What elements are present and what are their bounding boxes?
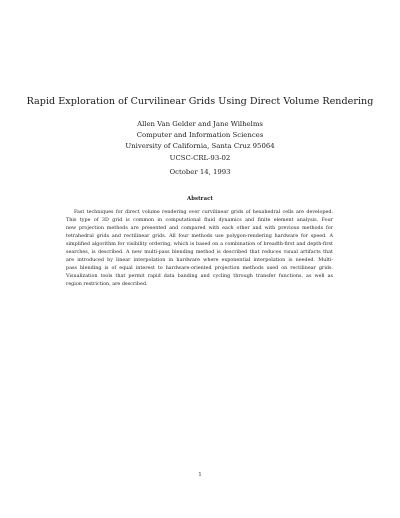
abstract-line: region restriction, are described. — [66, 281, 148, 287]
abstract-body — [66, 208, 333, 288]
abstract-line: pass blending is of equal interest to hardware-oriented projection methods used on rectilinear grids. — [66, 265, 333, 271]
abstract-heading: Abstract — [187, 196, 213, 202]
paper-date: October 14, 1993 — [169, 168, 231, 176]
abstract-line: This type of 3D grid is common in computational fluid dynamics and finite element analysis. Four — [66, 217, 333, 223]
abstract-line: Visualization tools that permit rapid data banding and cycling through transfer functions, as well as — [66, 273, 333, 279]
abstract-line: are introduced by linear interpolation in hardware where exponential interpolation is needed. Multi- — [66, 257, 333, 263]
report-number: UCSC-CRL-93-02 — [169, 153, 231, 162]
abstract-line: Fast techniques for direct volume rendering over curvilinear grids of hexahedral cells are developed. — [74, 209, 333, 215]
page-number: 1 — [198, 472, 202, 478]
authors: Allen Van Gelder and Jane Wilhelms — [137, 120, 263, 128]
author-block — [0, 119, 400, 164]
abstract-line: searches, is described. A new multi-pass blending method is described that reduces visual artifacts that — [66, 249, 333, 255]
abstract-line: new projection methods are presented and compared with each other and with previous methods for — [66, 225, 333, 231]
department: Computer and Information Sciences — [136, 131, 264, 140]
abstract-line: tetrahedral grids and rectilinear grids. All four methods use polygon-rendering hardware for speed. A — [66, 233, 333, 239]
institution: University of California, Santa Cruz 95064 — [125, 142, 275, 151]
paper-title: Rapid Exploration of Curvilinear Grids Using Direct Volume Rendering — [26, 96, 374, 107]
abstract-line: simplified algorithm for visibility ordering, which is based on a combination of breadth-first and depth-first — [66, 241, 333, 247]
